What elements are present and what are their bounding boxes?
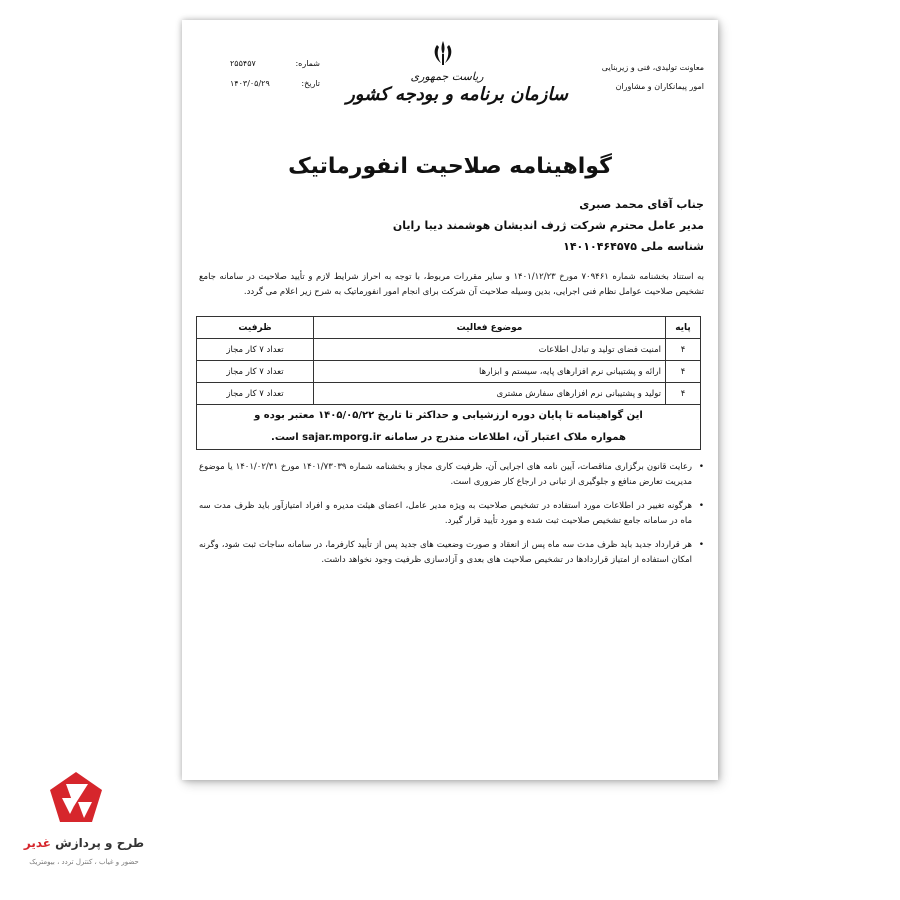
validity-row	[197, 405, 701, 450]
department-line-2: امور پیمانکاران و مشاوران	[615, 82, 704, 91]
brand-name	[14, 836, 154, 850]
reference-block	[230, 54, 320, 94]
department-line-1: معاونت تولیدی، فنی و زیربنایی	[601, 63, 704, 72]
row-capacity: تعداد ۷ کار مجاز	[197, 383, 314, 405]
national-id: شناسه ملی ۱۴۰۱۰۴۶۴۵۷۵	[563, 240, 704, 253]
presidency-label: ریاست جمهوری	[410, 70, 484, 83]
list-item	[199, 460, 704, 490]
qualification-table	[196, 316, 701, 450]
row-activity: ارائه و پشتیبانی نرم افزارهای پایه، سیستم و ابزارها	[314, 361, 666, 383]
list-item	[199, 538, 704, 568]
brand-name-accent: غدیر	[23, 836, 51, 850]
organization-name: سازمان برنامه و بودجه کشور	[346, 84, 568, 105]
list-item	[199, 499, 704, 529]
row-capacity: تعداد ۷ کار مجاز	[197, 361, 314, 383]
intro-paragraph: به استناد بخشنامه شماره ۷۰۹۴۶۱ مورخ ۱۴۰۱/۱۲/۲۳ و سایر مقررات مربوط، با توجه به احراز شرایط لازم و تأیید صلاحیت در سامانه جامع تشخیص صلاحیت عوامل نظام فنی اجرایی، بدین وسیله صلاحیت آن شرکت برای انجام امور انفورماتیک به شرح زیر اعلام می گردد.	[199, 272, 704, 297]
table-header-row	[197, 317, 701, 339]
row-capacity: تعداد ۷ کار مجاز	[197, 339, 314, 361]
brand-mark-icon	[44, 768, 108, 832]
department-block	[574, 58, 704, 96]
date-label: تاریخ:	[301, 79, 320, 88]
note-text: هرگونه تغییر در اطلاعات مورد استفاده در تشخیص صلاحیت به ویژه مدیر عامل، اعضای هیئت مدیره و افراد امتیازآور باید ظرف مدت سه ماه در سامانه جامع تشخیص صلاحیت ثبت شده و مورد تأیید قرار گیرد.	[199, 501, 692, 526]
table-row	[197, 339, 701, 361]
header-base: پایه	[666, 317, 701, 339]
certificate-page	[182, 20, 718, 780]
recipient-block	[204, 194, 704, 257]
number-label: شماره:	[295, 59, 320, 68]
recipient-role: مدیر عامل محترم شرکت ژرف اندیشان هوشمند دیبا رایان	[392, 219, 704, 232]
notes-list	[199, 460, 704, 577]
bullet-icon: •	[698, 462, 704, 472]
header-capacity: ظرفیت	[197, 317, 314, 339]
table-row	[197, 361, 701, 383]
row-base: ۴	[666, 361, 701, 383]
date-value: ۱۴۰۳/۰۵/۲۹	[230, 79, 270, 88]
validity-line-1: این گواهینامه تا پایان دوره ارزشیابی و حداکثر تا تاریخ ۱۴۰۵/۰۵/۲۲ معتبر بوده و	[254, 410, 643, 421]
row-activity: امنیت فضای تولید و تبادل اطلاعات	[314, 339, 666, 361]
brand-logo	[14, 768, 174, 880]
recipient-name: جناب آقای محمد صبری	[579, 198, 704, 211]
validity-note	[197, 405, 701, 450]
table-row	[197, 383, 701, 405]
note-text: هر قرارداد جدید باید ظرف مدت سه ماه پس از انعقاد و صورت وضعیت های جدید پس از تأیید کارفرما، در سامانه ساجات ثبت شود، وگرنه امکان استفاده از امتیاز قراردادها در تشخیص صلاحیت های بعدی و آزادسازی ظرفیت وجود نخواهد داشت.	[199, 540, 692, 565]
emblem-icon	[428, 38, 458, 68]
row-base: ۴	[666, 383, 701, 405]
note-text: رعایت قانون برگزاری مناقصات، آیین نامه های اجرایی آن، ظرفیت کاری مجاز و بخشنامه شماره ۱۴۰۱/۷۳۰۳۹ مورخ ۱۴۰۱/۰۲/۳۱ یا موضوع مدیریت تعارض منافع و جلوگیری از تبانی در ارجاع کار ضروری است.	[199, 462, 692, 487]
row-activity: تولید و پشتیبانی نرم افزارهای سفارش مشتری	[314, 383, 666, 405]
bullet-icon: •	[698, 501, 704, 511]
number-value: ۲۵۵۴۵۷	[230, 59, 256, 68]
brand-name-rest: طرح و پردازش	[55, 836, 145, 850]
header-activity: موضوع فعالیت	[314, 317, 666, 339]
bullet-icon: •	[698, 540, 704, 550]
row-base: ۴	[666, 339, 701, 361]
brand-tagline: حضور و غیاب ، کنترل تردد ، بیومتریک	[29, 858, 139, 866]
document-title: گواهینامه صلاحیت انفورماتیک	[288, 154, 612, 179]
validity-line-2: همواره ملاک اعتبار آن، اطلاعات مندرج در سامانه sajar.mporg.ir است.	[271, 432, 626, 443]
